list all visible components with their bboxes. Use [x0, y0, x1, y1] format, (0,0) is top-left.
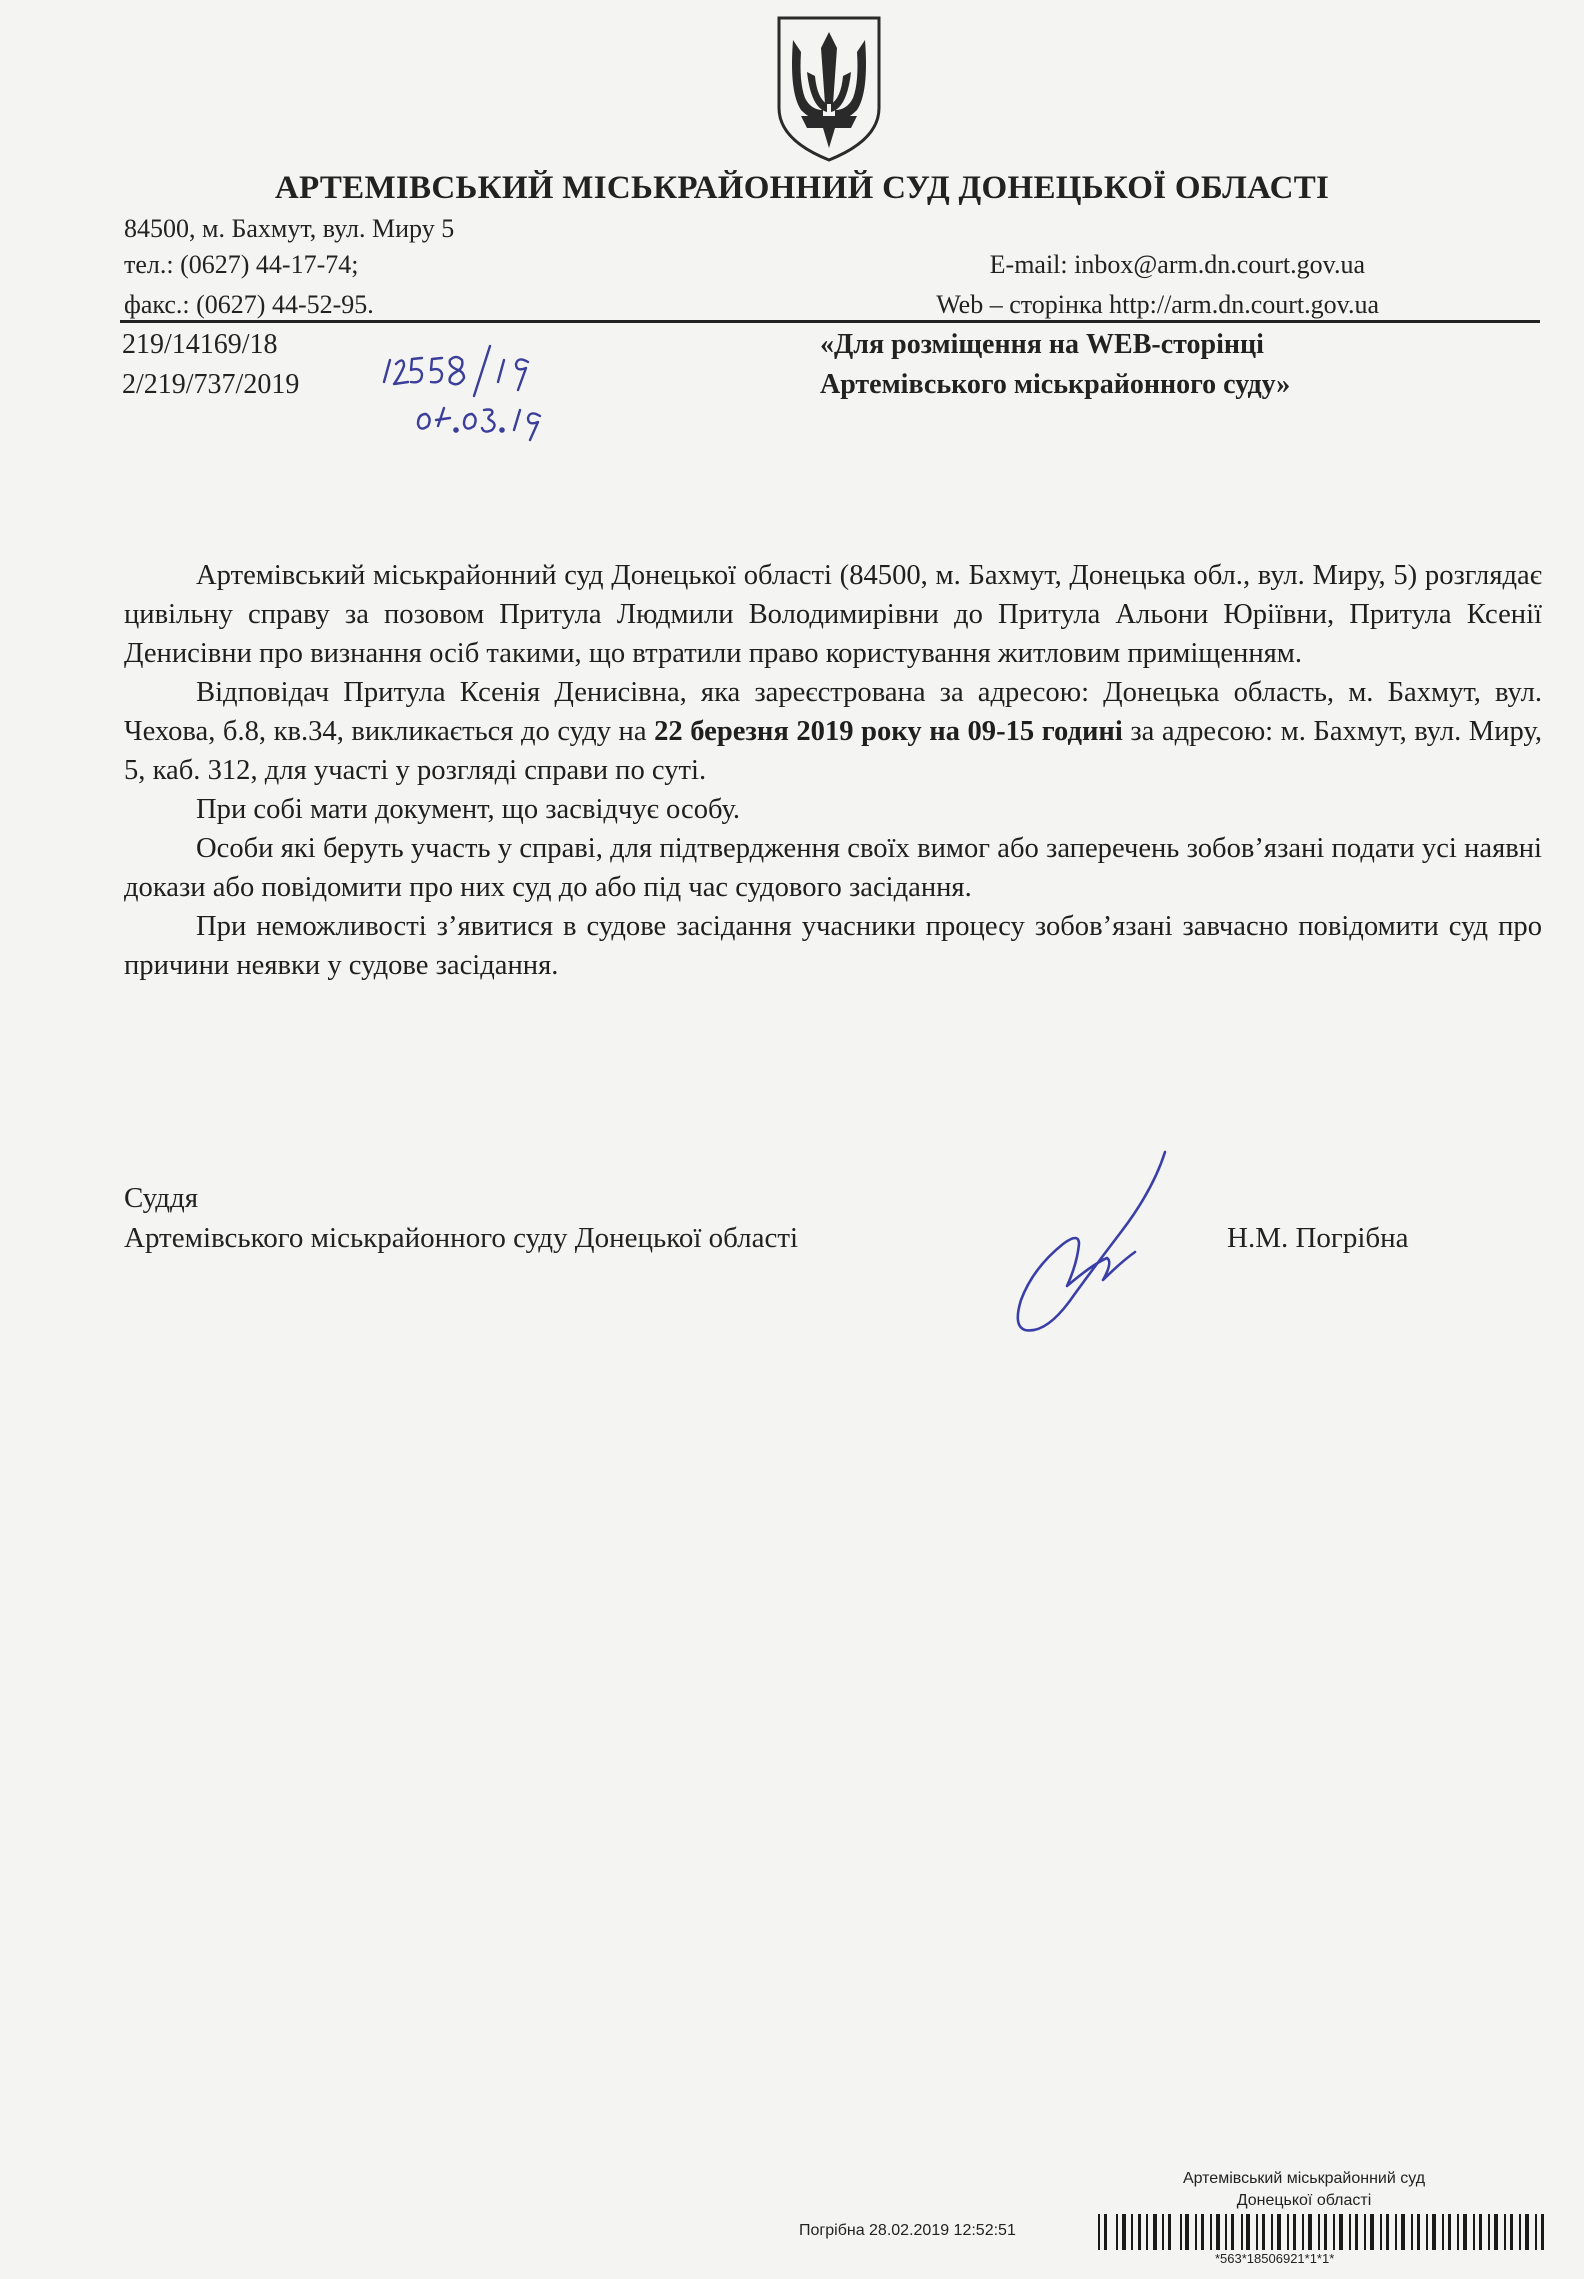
header-divider [120, 320, 1540, 323]
court-name-heading: АРТЕМІВСЬКИЙ МІСЬКРАЙОННИЙ СУД ДОНЕЦЬКОЇ ОБЛАСТІ [274, 170, 1330, 206]
notice-paragraph-evidence: Особи які беруть участь у справі, для підтвердження своїх вимог або заперечень зобов’язані подати усі наявні докази або повідомити про них суд до або під час судового засідання. [124, 833, 1542, 903]
publication-note-line: Артемівського міськрайонного суду» [820, 369, 1291, 400]
notice-paragraph-absence: При неможливості з’явитися в судове засідання учасники процесу зобов’язані завчасно повідомити суд про причини неявки у судове засідання. [124, 911, 1542, 981]
electronic-signature-line: Погрібна 28.02.2019 12:52:51 [799, 2222, 1016, 2239]
notice-paragraph-summons [124, 673, 1542, 790]
handwritten-registration-mark [378, 340, 603, 450]
summons-address-text: за адресою: м. Бахмут, вул. Миру, 5, каб. 312, для участі у розгляді справи по суті. [124, 716, 1542, 786]
case-numbers [122, 325, 299, 405]
publication-note [820, 325, 1290, 405]
court-fax: факс.: (0627) 44-52-95. [124, 290, 374, 319]
judge-name: Н.М. Погрібна [1227, 1222, 1409, 1254]
notice-paragraph-case: Артемівський міськрайонний суд Донецької області (84500, м. Бахмут, Донецька обл., вул. Миру, 5) розглядає цивільну справу за позовом Притула Людмили Володимирівни до Притула Альони Юріївни, Притула Ксенії Денисівни про визнання осіб такими, що втратили право користування житловим приміщенням. [124, 560, 1542, 669]
judge-title: Суддя [124, 1182, 199, 1214]
stamp-court-line: Артемівський міськрайонний суд [1182, 2170, 1426, 2187]
case-number: 219/14169/18 [122, 329, 278, 360]
signature-block [124, 1178, 798, 1258]
judge-signature [1003, 1140, 1188, 1340]
court-phone: тел.: (0627) 44-17-74; [124, 250, 359, 279]
document-barcode [1098, 2212, 1550, 2252]
notice-paragraph-id: При собі мати документ, що засвідчує особу. [196, 794, 741, 825]
electronic-stamp [1118, 2168, 1490, 2212]
court-website: Web – сторінка http://arm.dn.court.gov.ua [936, 290, 1379, 319]
court-address: 84500, м. Бахмут, вул. Миру 5 [124, 214, 455, 243]
notice-body [124, 556, 1542, 985]
judge-court: Артемівського міськрайонного суду Донецької області [124, 1222, 799, 1254]
stamp-region-line: Донецької області [1236, 2192, 1372, 2209]
court-email: E-mail: inbox@arm.dn.court.gov.ua [989, 250, 1365, 279]
trident-emblem-icon [771, 12, 887, 164]
summons-text: Відповідач Притула Ксенія Денисівна, яка зареєстрована за адресою: Донецька область, м. Бахмут, вул. Чехова, б.8, кв.34, викликається до суду на [124, 677, 1542, 747]
hearing-datetime: 22 березня 2019 року на 09-15 годині [654, 716, 1123, 747]
barcode-number: *563*18506921*1*1* [1215, 2251, 1335, 2266]
proceeding-number: 2/219/737/2019 [122, 369, 300, 400]
publication-note-line: «Для розміщення на WEB-сторінці [820, 329, 1264, 360]
